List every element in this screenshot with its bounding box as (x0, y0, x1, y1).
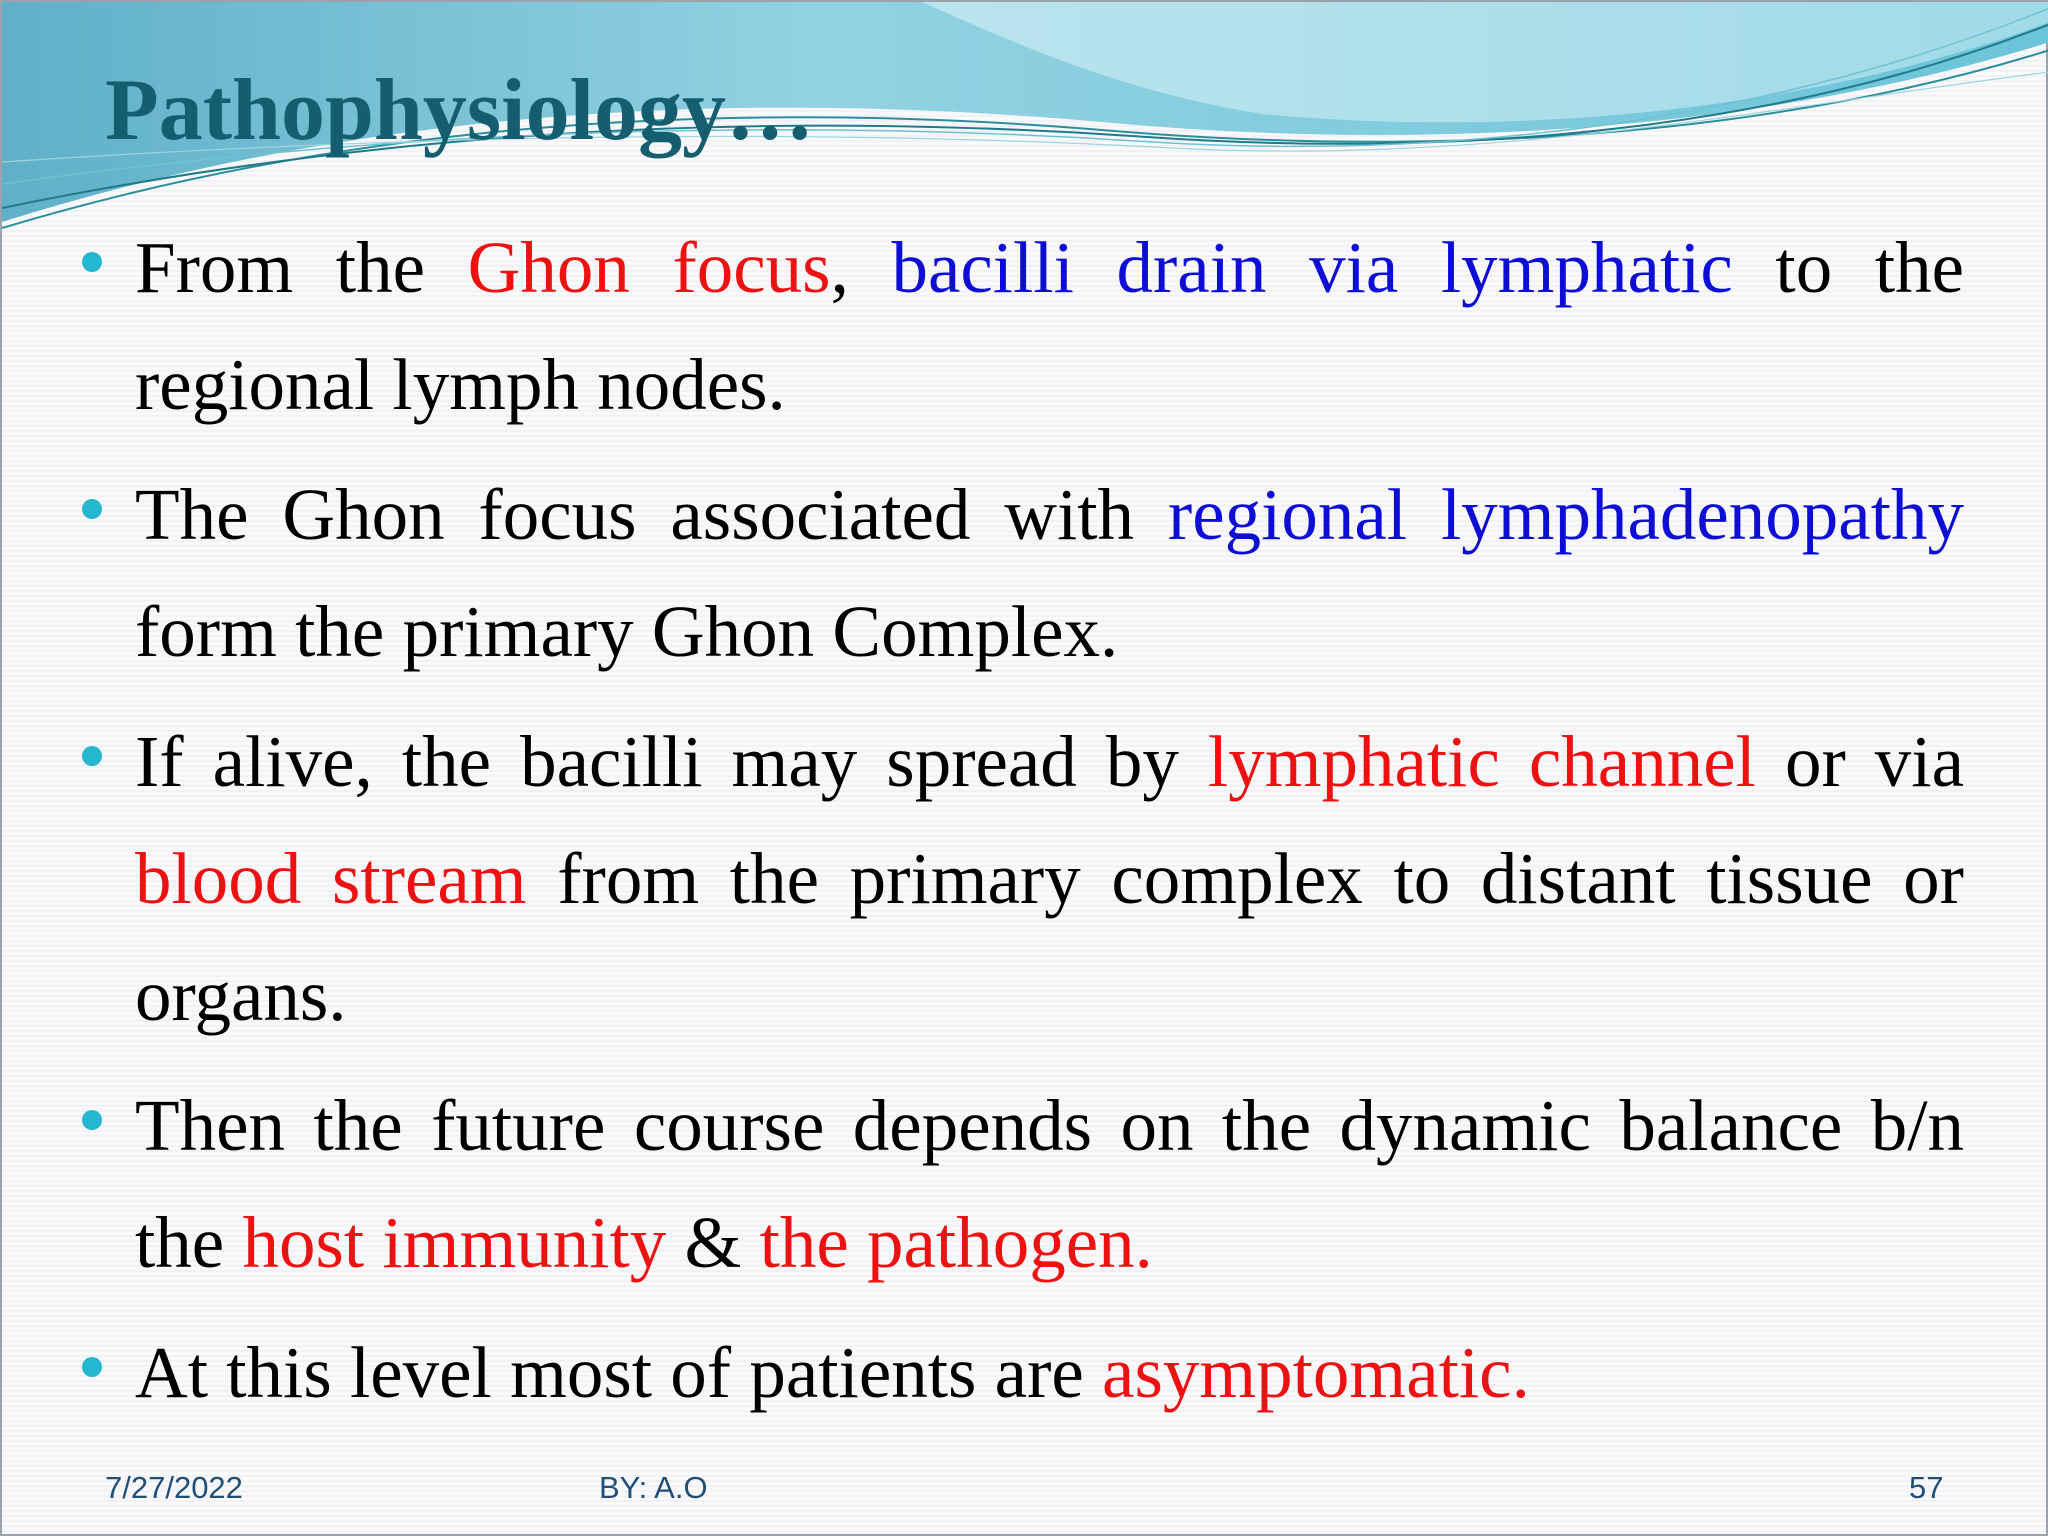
emphasis-blue: regional lymphadenopathy (1167, 474, 1964, 555)
footer-author: BY: A.O (599, 1470, 708, 1505)
bullet-dot-icon (82, 252, 102, 272)
bullet-text (135, 209, 1964, 443)
bullet-segment: The Ghon focus associated with (135, 474, 1168, 555)
bullet-segment: or via (1755, 721, 1964, 802)
emphasis-red: the pathogen. (759, 1202, 1153, 1283)
bullet-dot-icon (82, 1357, 102, 1377)
bullet-segment: , (830, 227, 892, 308)
emphasis-red: Ghon focus (467, 227, 831, 308)
slide-number: 57 (1909, 1470, 1944, 1505)
bullet-segment: From the (135, 227, 468, 308)
bullet-segment: & (666, 1202, 760, 1283)
bullet-item (74, 1067, 1964, 1301)
bullet-text (135, 1067, 1964, 1301)
bullet-item (74, 456, 1964, 690)
emphasis-red: asymptomatic. (1102, 1332, 1530, 1413)
bullet-dot-icon (82, 1110, 102, 1130)
bullet-item (74, 703, 1964, 1054)
bullet-segment: Then the future course depends on the dynamic balance b/n the (135, 1085, 1964, 1283)
bullet-segment: If alive, the bacilli may spread by (135, 721, 1208, 802)
bullet-segment: form the primary Ghon Complex. (135, 591, 1119, 672)
emphasis-red: lymphatic channel (1207, 721, 1756, 802)
bullet-item (74, 1314, 1964, 1431)
bullet-dot-icon (82, 746, 102, 766)
bullet-segment: At this level most of patients are (135, 1332, 1103, 1413)
emphasis-red: host immunity (242, 1202, 667, 1283)
emphasis-blue: bacilli drain via lymphatic (891, 227, 1733, 308)
bullet-text (135, 703, 1964, 1054)
bullet-dot-icon (82, 499, 102, 519)
emphasis-red: blood stream (135, 838, 527, 919)
bullet-list (74, 209, 1964, 1444)
bullet-text (135, 1314, 1964, 1431)
bullet-item (74, 209, 1964, 443)
footer-date: 7/27/2022 (105, 1470, 243, 1505)
bullet-text (135, 456, 1964, 690)
bullet-segment: from the primary complex to distant tissue or organs. (135, 838, 1964, 1036)
slide-title: Pathophysiology… (105, 62, 815, 159)
bullet-segment: to the regional lymph nodes. (135, 227, 1965, 425)
